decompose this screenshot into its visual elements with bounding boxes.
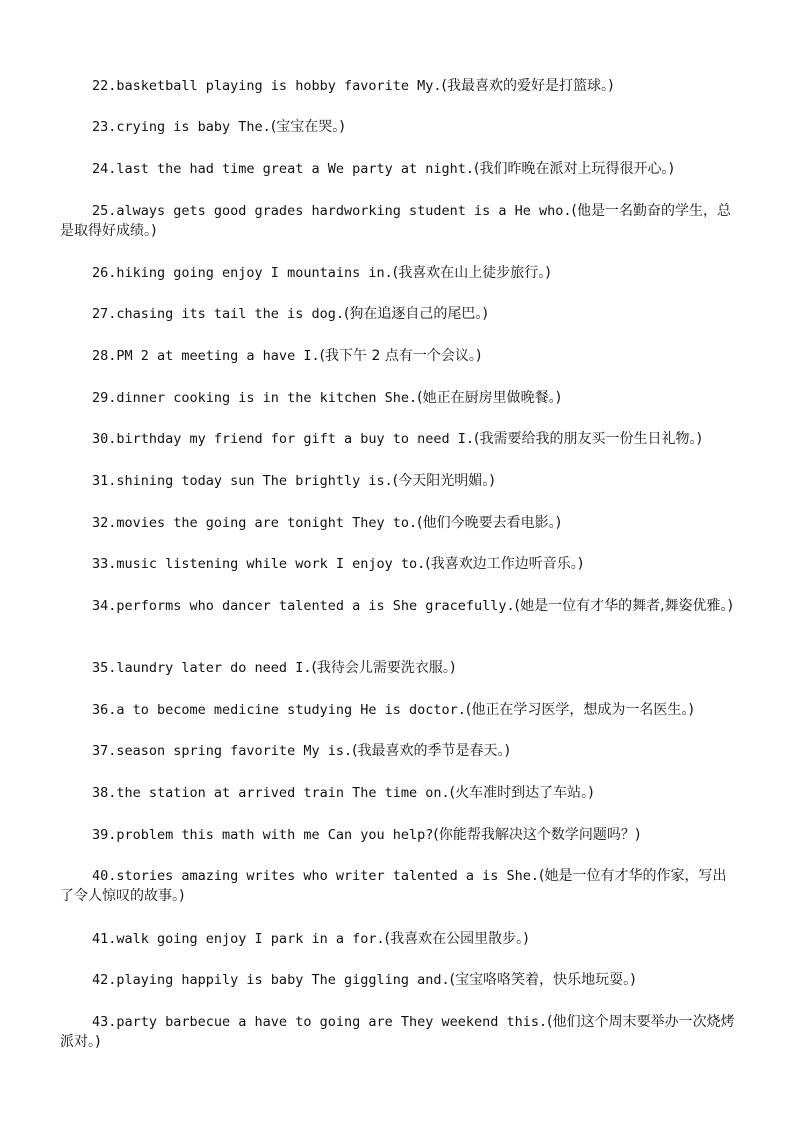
sentence-english: 32.movies the going are tonight They to. — [92, 514, 418, 531]
sentence-english: 23.crying is baby The. — [92, 118, 271, 135]
sentence-english: 39.problem this math with me Can you help? — [92, 826, 434, 843]
sentence-chinese: (我下午 2 点有一个会议。) — [319, 347, 482, 364]
sentence-chinese: (她正在厨房里做晚餐。) — [417, 389, 562, 406]
sentence-29 — [60, 388, 736, 408]
sentence-chinese: (我需要给我的朋友买一份生日礼物。) — [474, 430, 702, 447]
sentence-24 — [60, 159, 736, 179]
sentence-english: 31.shining today sun The brightly is. — [92, 472, 393, 489]
sentence-chinese: (我喜欢在公园里散步。) — [384, 930, 529, 947]
sentence-chinese: (今天阳光明媚。) — [392, 472, 495, 489]
sentence-chinese: (我喜欢在山上徒步旅行。) — [392, 264, 551, 281]
sentence-english: 35.laundry later do need I. — [92, 659, 312, 676]
sentence-chinese: (我最喜欢的季节是春天。) — [352, 742, 511, 759]
sentence-english: 29.dinner cooking is in the kitchen She. — [92, 389, 418, 406]
sentence-chinese: (我最喜欢的爱好是打篮球。) — [441, 77, 614, 94]
sentence-37 — [60, 741, 736, 761]
sentence-english: 33.music listening while work I enjoy to. — [92, 555, 426, 572]
sentence-english: 27.chasing its tail the is dog. — [92, 305, 344, 322]
sentence-32 — [60, 513, 736, 533]
sentence-23 — [60, 117, 736, 137]
sentence-english: 37.season spring favorite My is. — [92, 742, 353, 759]
sentence-english: 36.a to become medicine studying He is doctor. — [92, 701, 466, 718]
sentence-chinese: (他正在学习医学，想成为一名医生。) — [465, 701, 694, 718]
sentence-chinese: (宝宝在哭。) — [270, 118, 345, 135]
sentence-27 — [60, 304, 736, 324]
sentence-chinese: (我们昨晚在派对上玩得很开心。) — [474, 160, 674, 177]
sentence-english: 40.stories amazing writes who writer talented a is She. — [92, 867, 540, 884]
sentence-english: 34.performs who dancer talented a is She gracefully. — [92, 597, 515, 614]
sentence-chinese: (宝宝咯咯笑着，快乐地玩耍。) — [449, 971, 636, 988]
sentence-42 — [60, 970, 736, 990]
sentence-english: 42.playing happily is baby The giggling and. — [92, 971, 450, 988]
sentence-chinese: (我喜欢边工作边听音乐。) — [425, 555, 584, 572]
sentence-english: 25.always gets good grades hardworking student is a He who. — [92, 202, 572, 219]
sentence-english: 41.walk going enjoy I park in a for. — [92, 930, 385, 947]
sentence-31 — [60, 471, 736, 491]
sentence-28 — [60, 346, 736, 366]
sentence-34 — [60, 596, 736, 616]
sentence-english: 22.basketball playing is hobby favorite My. — [92, 77, 442, 94]
sentence-english: 24.last the had time great a We party at night. — [92, 160, 475, 177]
sentence-english: 26.hiking going enjoy I mountains in. — [92, 264, 393, 281]
sentence-chinese: (他是一名勤奋的学生，总是取得好成绩。) — [60, 202, 732, 239]
sentence-chinese: (她是一位有才华的作家，写出了令人惊叹的故事。) — [60, 867, 727, 904]
sentence-chinese: (狗在追逐自己的尾巴。) — [343, 305, 488, 322]
sentence-chinese: (我待会儿需要洗衣服。) — [311, 659, 456, 676]
sentence-25 — [60, 201, 736, 241]
sentence-39 — [60, 825, 736, 845]
sentence-english: 43.party barbecue a have to going are They weekend this. — [92, 1013, 548, 1030]
sentence-41 — [60, 929, 736, 949]
sentence-chinese: (火车准时到达了车站。) — [449, 784, 594, 801]
sentence-38 — [60, 783, 736, 803]
sentence-english: 28.PM 2 at meeting a have I. — [92, 347, 320, 364]
sentence-chinese: (你能帮我解决这个数学问题吗？) — [433, 826, 641, 843]
sentence-36 — [60, 700, 736, 720]
sentence-35 — [60, 658, 736, 678]
sentence-26 — [60, 263, 736, 283]
sentence-30 — [60, 429, 736, 449]
sentence-33 — [60, 554, 736, 574]
sentence-chinese: (他们这个周末要举办一次烧烤派对。) — [60, 1013, 735, 1050]
sentence-chinese: (她是一位有才华的舞者,舞姿优雅。) — [514, 597, 734, 614]
sentence-40 — [60, 866, 736, 906]
sentence-22 — [60, 76, 736, 96]
sentence-english: 38.the station at arrived train The time on. — [92, 784, 450, 801]
sentence-43 — [60, 1012, 736, 1052]
sentence-english: 30.birthday my friend for gift a buy to need I. — [92, 430, 475, 447]
sentence-chinese: (他们今晚要去看电影。) — [417, 514, 562, 531]
